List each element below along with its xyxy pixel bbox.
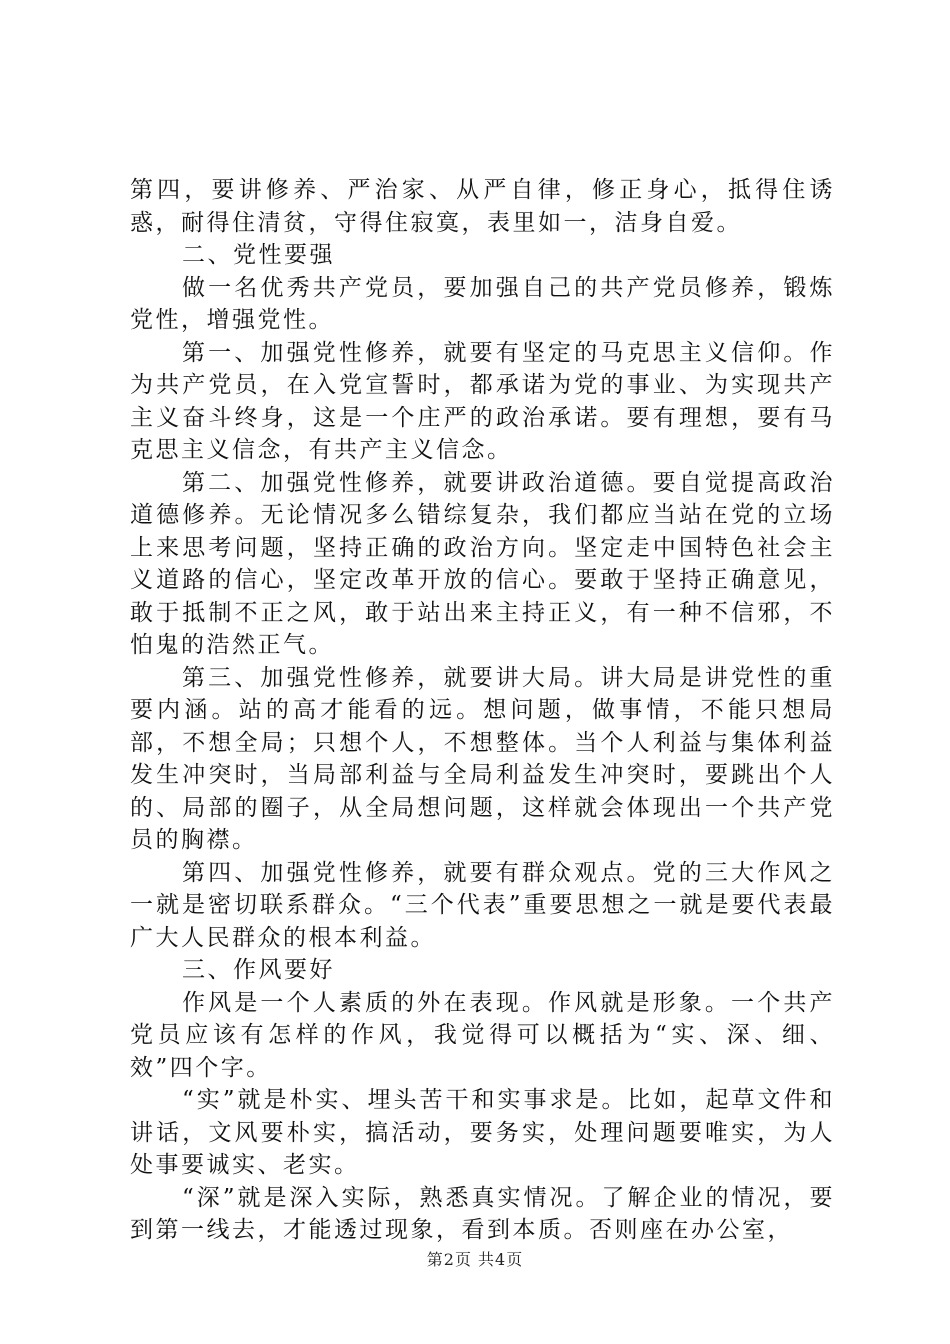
section-heading: 三、作风要好 bbox=[182, 957, 335, 983]
section-heading: 二、党性要强 bbox=[182, 242, 335, 268]
paragraph: 第一、加强党性修养，就要有坚定的马克思主义信仰。作为共产党员，在入党宣誓时，都承诺为党的事业、为实现共产主义奋斗终身，这是一个庄严的政治承诺。要有理想，要有马克思主义信念，有共产主义信念。 bbox=[130, 339, 835, 463]
paragraph: 第四、加强党性修养，就要有群众观点。党的三大作风之一就是密切联系群众。“三个代表”重要思想之一就是要代表最广大人民群众的根本利益。 bbox=[130, 859, 835, 951]
paragraph: “深”就是深入实际，熟悉真实情况。了解企业的情况，要到第一线去，才能透过现象，看到本质。否则座在办公室， bbox=[130, 1184, 835, 1243]
paragraph: “实”就是朴实、埋头苦干和实事求是。比如，起草文件和讲话，文风要朴实，搞活动，要务实，处理问题要唯实，为人处事要诚实、老实。 bbox=[130, 1087, 835, 1178]
paragraph: 第二、加强党性修养，就要讲政治道德。要自觉提高政治道德修养。无论情况多么错综复杂，我们都应当站在党的立场上来思考问题，坚持正确的政治方向。坚定走中国特色社会主义道路的信心，坚定改革开放的信心。要敢于坚持正确意见，敢于抵制不正之风，敢于站出来主持正义，有一种不信邪，不怕鬼的浩然正气。 bbox=[130, 469, 835, 658]
paragraph: 第三、加强党性修养，就要讲大局。讲大局是讲党性的重要内涵。站的高才能看的远。想问题，做事情，不能只想局部，不想全局；只想个人，不想整体。当个人利益与集体利益发生冲突时，当局部利益与全局利益发生冲突时，要跳出个人的、局部的圈子，从全局想问题，这样就会体现出一个共产党员的胸襟。 bbox=[130, 664, 835, 853]
paragraph: 第四，要讲修养、严治家、从严自律，修正身心，抵得住诱惑，耐得住清贫，守得住寂寞，表里如一，洁身自爱。 bbox=[130, 177, 835, 236]
document-body bbox=[130, 174, 835, 1247]
paragraph: 做一名优秀共产党员，要加强自己的共产党员修养，锻炼党性，增强党性。 bbox=[130, 274, 835, 333]
page-number-footer: 第2页 共4页 bbox=[426, 1250, 524, 1269]
paragraph: 作风是一个人素质的外在表现。作风就是形象。一个共产党员应该有怎样的作风，我觉得可以概括为“实、深、细、效”四个字。 bbox=[130, 989, 835, 1081]
